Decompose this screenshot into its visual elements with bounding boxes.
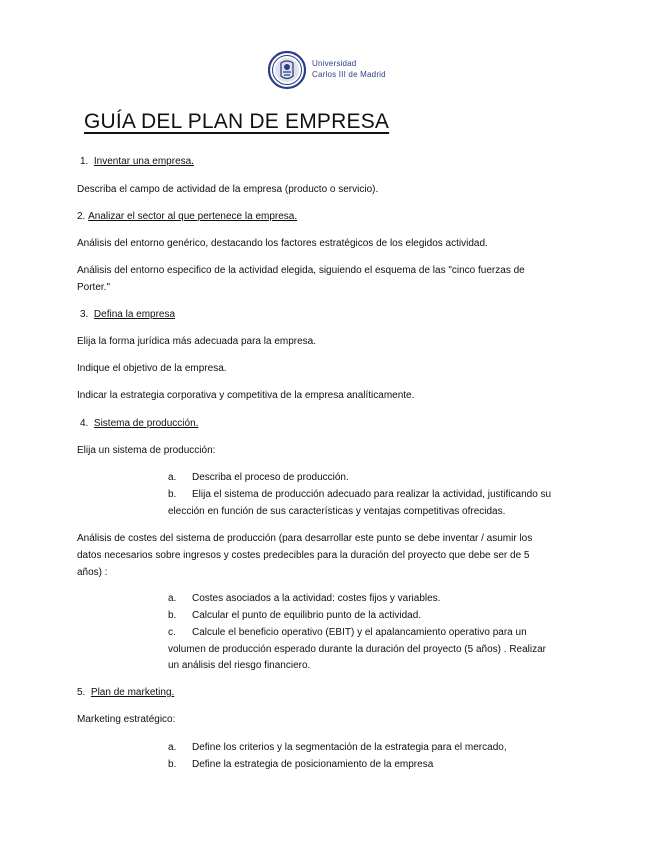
paragraph-line: datos necesarios sobre ingresos y costes predecibles para la duración del proyecto que debe ser de 5 xyxy=(77,550,530,561)
section-5-heading xyxy=(77,686,174,699)
document-title: GUÍA DEL PLAN DE EMPRESA xyxy=(84,110,390,133)
section-5-number: 5. xyxy=(77,687,86,698)
section-2-title: Analizar el sector al que pertenece la empresa. xyxy=(88,211,298,222)
paragraph: Marketing estratégico: xyxy=(77,714,176,725)
paragraph-line: años) : xyxy=(77,567,108,578)
university-seal-icon xyxy=(268,50,306,90)
list-marker: c. xyxy=(168,627,176,638)
section-3-number: 3. xyxy=(80,309,89,320)
paragraph: Describa el campo de actividad de la empresa (producto o servicio). xyxy=(77,184,379,195)
list-marker: a. xyxy=(168,472,177,483)
list-item-text: Describa el proceso de producción. xyxy=(192,472,349,483)
section-2-heading xyxy=(77,210,297,223)
section-4-heading xyxy=(80,417,198,430)
list-item-continuation: elección en función de sus características y ventajas competitivas ofrecidas. xyxy=(168,506,506,517)
paragraph: Indicar la estrategia corporativa y competitiva de la empresa analíticamente. xyxy=(77,390,415,401)
list-item-text: Costes asociados a la actividad: costes fijos y variables. xyxy=(192,593,441,604)
section-2-number: 2. xyxy=(77,211,86,222)
section-3-title: Defina la empresa xyxy=(93,309,176,320)
section-1-title: Inventar una empresa. xyxy=(93,156,194,167)
list-marker: b. xyxy=(168,759,177,770)
logo-line-1: Universidad xyxy=(312,59,357,68)
section-1-number: 1. xyxy=(80,156,89,167)
list-item-text: Define los criterios y la segmentación de la estrategia para el mercado, xyxy=(192,742,507,753)
section-4-title: Sistema de producción. xyxy=(93,418,199,429)
university-logo xyxy=(268,50,398,90)
paragraph: Indique el objetivo de la empresa. xyxy=(77,363,227,374)
list-marker: b. xyxy=(168,610,177,621)
list-item-continuation: volumen de producción esperado durante la duración del proyecto (5 años) . Realizar xyxy=(168,644,547,655)
paragraph-line: Análisis del entorno especifico de la actividad elegida, siguiendo el esquema de las "cinco fuerzas de xyxy=(77,265,525,276)
section-1-heading xyxy=(80,155,194,168)
list-item-text: Define la estrategia de posicionamiento de la empresa xyxy=(192,759,434,770)
list-marker: a. xyxy=(168,742,177,753)
list-marker: a. xyxy=(168,593,177,604)
paragraph: Elija la forma jurídica más adecuada para la empresa. xyxy=(77,336,317,347)
list-marker: b. xyxy=(168,489,177,500)
paragraph: Elija un sistema de producción: xyxy=(77,445,216,456)
section-4-number: 4. xyxy=(80,418,89,429)
logo-line-2: Carlos III de Madrid xyxy=(312,70,386,79)
paragraph-line: Análisis de costes del sistema de producción (para desarrollar este punto se debe inventar / asumir los xyxy=(77,533,533,544)
section-5-title: Plan de marketing. xyxy=(90,687,175,698)
list-item-text: Calcule el beneficio operativo (EBIT) y el apalancamiento operativo para un xyxy=(192,627,527,638)
list-item-text: Calcular el punto de equilibrio punto de la actividad. xyxy=(192,610,422,621)
paragraph: Análisis del entorno genérico, destacando los factores estratégicos de los elegidos actividad. xyxy=(77,238,488,249)
list-item-text: Elija el sistema de producción adecuado para realizar la actividad, justificando su xyxy=(192,489,552,500)
list-item-continuation: un análisis del riesgo financiero. xyxy=(168,660,311,671)
paragraph-line: Porter." xyxy=(77,282,111,293)
university-name xyxy=(312,58,386,80)
section-3-heading xyxy=(80,308,175,321)
